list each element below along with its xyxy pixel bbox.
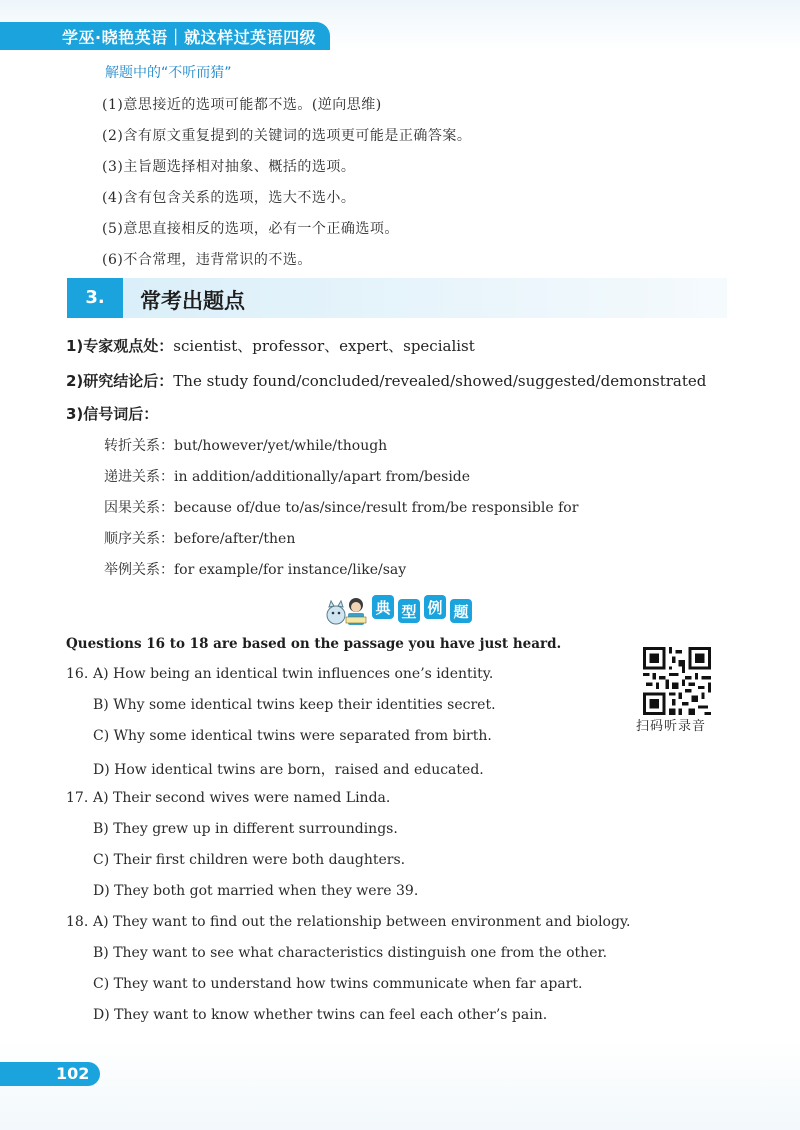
point-expert <box>66 335 475 356</box>
signal-item: 顺序关系：before/after/then <box>104 531 296 547</box>
signal-word-list <box>104 431 578 586</box>
tip-item: (5)意思直接相反的选项，必有一个正确选项。 <box>102 221 399 237</box>
option: D) They want to know whether twins can feel each other’s pain. <box>93 1007 548 1023</box>
book-title: 学巫·晓艳英语｜就这样过英语四级 <box>62 28 317 47</box>
point-label: 1)专家观点处： <box>66 337 174 355</box>
footer-band <box>0 1040 800 1130</box>
questions-intro: Questions 16 to 18 are based on the passage you have just heard. <box>66 636 562 652</box>
badge-char: 型 <box>401 603 417 621</box>
option: B) They grew up in different surroundings. <box>93 821 398 837</box>
option: D) How identical twins are born，raised and educated. <box>93 762 484 778</box>
question-number: 18. <box>66 914 89 930</box>
point-text: The study found/concluded/revealed/showed/suggested/demonstrated <box>173 372 707 390</box>
signal-item: 因果关系：because of/due to/as/since/result from/be responsible for <box>104 500 579 516</box>
question-number: 17. <box>66 790 89 806</box>
question-number: 16. <box>66 666 89 682</box>
option: C) They want to understand how twins communicate when far apart. <box>93 976 583 992</box>
option: C) Why some identical twins were separated from birth. <box>93 728 492 744</box>
tips-heading: 解题中的“不听而猜” <box>105 65 232 81</box>
page-number: 102 <box>56 1064 90 1083</box>
point-label: 2)研究结论后： <box>66 372 174 390</box>
qr-caption: 扫码听录音 <box>636 719 707 734</box>
signal-item: 举例关系：for example/for instance/like/say <box>104 562 407 578</box>
signal-item: 递进关系：in addition/additionally/apart from/beside <box>104 469 471 485</box>
option: A) Their second wives were named Linda. <box>93 790 391 806</box>
signal-item: 转折关系：but/however/yet/while/though <box>104 438 388 454</box>
badge-char: 典 <box>375 599 391 617</box>
point-label: 3)信号词后： <box>66 405 159 423</box>
option: A) How being an identical twin influences one’s identity. <box>93 666 494 682</box>
option: A) They want to find out the relationship between environment and biology. <box>93 914 631 930</box>
tip-item: (1)意思接近的选项可能都不选。(逆向思维) <box>102 97 382 113</box>
option: C) Their first children were both daughters. <box>93 852 406 868</box>
qr-code-icon[interactable] <box>643 647 711 715</box>
point-text: scientist、professor、expert、specialist <box>173 337 475 355</box>
tip-item: (3)主旨题选择相对抽象、概括的选项。 <box>102 159 356 175</box>
point-study <box>66 370 706 391</box>
example-badge <box>318 591 493 627</box>
reader-icon <box>346 598 366 625</box>
tip-item: (4)含有包含关系的选项，选大不选小。 <box>102 190 356 206</box>
option: D) They both got married when they were 39. <box>93 883 419 899</box>
option: B) Why some identical twins keep their identities secret. <box>93 697 496 713</box>
badge-char: 例 <box>427 599 443 617</box>
tips-list <box>102 90 471 276</box>
tip-item: (2)含有原文重复提到的关键词的选项更可能是正确答案。 <box>102 128 472 144</box>
tip-item: (6)不合常理，违背常识的不选。 <box>102 252 312 268</box>
section-title: 常考出题点 <box>140 289 245 313</box>
badge-char: 题 <box>453 603 469 621</box>
option: B) They want to see what characteristics distinguish one from the other. <box>93 945 608 961</box>
section-number: 3. <box>67 278 123 318</box>
mascot-icon <box>327 601 345 624</box>
point-signal <box>66 403 158 424</box>
